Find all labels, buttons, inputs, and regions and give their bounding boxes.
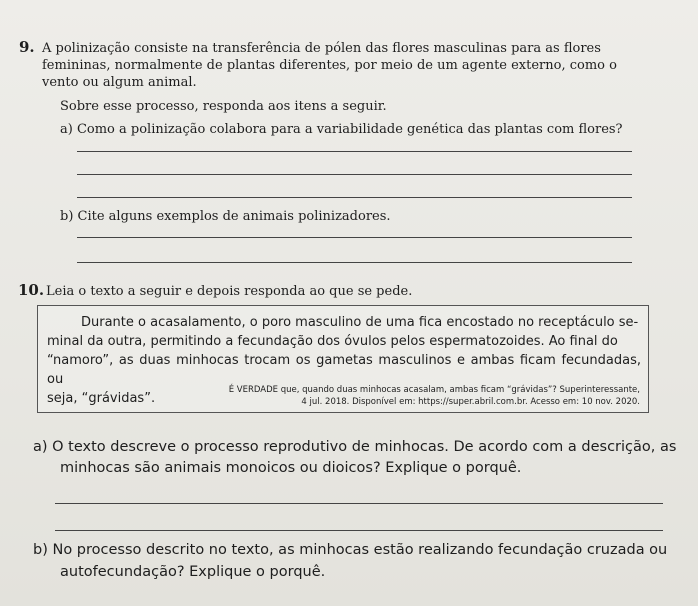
question-10-item-a-line-2: minhocas são animais monoicos ou dioicos? Explique o porquê. [60,460,522,476]
question-10-intro: Leia o texto a seguir e depois responda ao que se pede. [46,284,413,299]
answer-line[interactable] [77,262,632,263]
reading-text-line-1: Durante o acasalamento, o poro masculino de uma fica encostado no receptáculo se- [81,315,639,330]
question-10-number: 10. [18,281,45,299]
question-9-number: 9. [19,38,35,56]
question-9-intro-line-1: A polinização consiste na transferência de pólen das flores masculinas para as flores [42,41,601,56]
question-9-item-b: b) Cite alguns exemplos de animais polinizadores. [60,209,391,224]
question-10-item-a-line-1: a) O texto descreve o processo reprodutivo de minhocas. De acordo com a descrição, as [33,439,677,455]
answer-line[interactable] [55,530,663,531]
question-9-intro-line-2: femininas, normalmente de plantas diferentes, por meio de um agente externo, como o [42,58,617,73]
answer-line[interactable] [77,174,632,175]
reading-text-line-2: minal da outra, permitindo a fecundação dos óvulos pelos espermatozoides. Ao final do [47,334,618,349]
answer-line[interactable] [77,197,632,198]
question-9-item-a: a) Como a polinização colabora para a variabilidade genética das plantas com flores? [60,122,623,137]
question-9-intro-line-3: vento ou algum animal. [42,75,197,90]
question-10-item-b-line-2: autofecundação? Explique o porquê. [60,564,326,580]
question-10-item-b-line-1: b) No processo descrito no texto, as minhocas estão realizando fecundação cruzada ou [33,542,668,558]
answer-line[interactable] [55,503,663,504]
answer-line[interactable] [77,151,632,152]
reading-text-line-4: seja, “grávidas”. [47,391,156,406]
question-9-instruction: Sobre esse processo, responda aos itens a seguir. [60,99,387,114]
reading-text-source [150,384,640,408]
answer-line[interactable] [77,237,632,238]
source-line-1: É VERDADE que, quando duas minhocas acasalam, ambas ficam “grávidas”? Superinteressante, [228,385,640,395]
source-line-2: 4 jul. 2018. Disponível em: https://super.abril.com.br. Acesso em: 10 nov. 2020. [301,397,640,407]
reading-text-line-3: “namoro”, as duas minhocas trocam os gametas masculinos e ambas ficam fecundadas, ou [47,353,641,387]
